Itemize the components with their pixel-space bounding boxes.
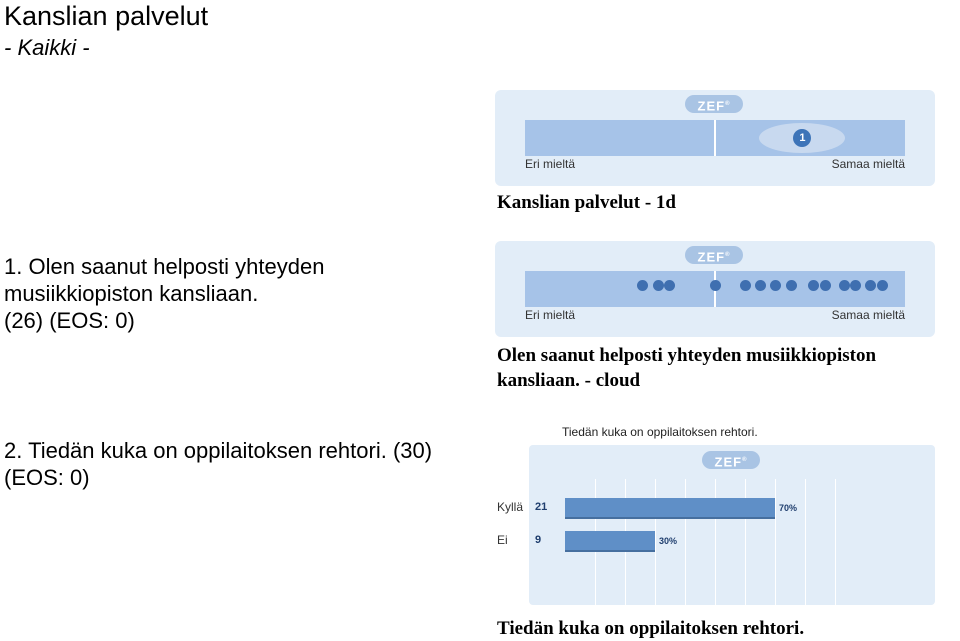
page-subtitle: - Kaikki - bbox=[4, 35, 90, 60]
cloud-dot bbox=[820, 280, 831, 291]
bar-value-label: 30% bbox=[659, 536, 678, 546]
zef-marker-badge: 1 bbox=[793, 129, 811, 147]
chart-panel bbox=[529, 445, 935, 605]
zef-logo-text: ZEF bbox=[714, 454, 743, 470]
bar-value-label: 70% bbox=[779, 503, 798, 513]
page-title: Kanslian palvelut bbox=[4, 1, 209, 31]
question-2-number: 2. bbox=[4, 438, 23, 463]
cloud-dot bbox=[664, 280, 675, 291]
zef-panel-1d bbox=[495, 90, 935, 186]
bar bbox=[565, 531, 655, 552]
question-2 bbox=[4, 437, 474, 491]
count-label: 9 bbox=[535, 534, 542, 546]
bar-chart bbox=[495, 425, 935, 605]
zef-logo: ZEF® bbox=[702, 451, 760, 469]
scale-right-label: Samaa mieltä bbox=[831, 308, 905, 322]
zef-panel-cloud bbox=[495, 241, 935, 337]
zef-logo-text: ZEF bbox=[697, 249, 726, 265]
cloud-dot bbox=[877, 280, 888, 291]
cloud-dot bbox=[653, 280, 664, 291]
zef-scale-midline bbox=[714, 120, 716, 156]
chart-title: Tiedän kuka on oppilaitoksen rehtori. bbox=[562, 425, 758, 439]
cloud-dot bbox=[839, 280, 850, 291]
chart-caption: Tiedän kuka on oppilaitoksen rehtori. bbox=[497, 618, 805, 639]
panel-2-caption: Olen saanut helposti yhteyden musiikkiopiston kansliaan. - cloud bbox=[497, 345, 877, 391]
question-2-text: Tiedän kuka on oppilaitoksen rehtori. bbox=[28, 438, 387, 463]
bar bbox=[565, 498, 775, 519]
zef-scale-bar bbox=[525, 120, 905, 156]
question-1 bbox=[4, 253, 474, 334]
scale-left-label: Eri mieltä bbox=[525, 308, 576, 322]
question-1-text: Olen saanut helposti yhteyden musiikkiopiston kansliaan. bbox=[4, 254, 325, 306]
cloud-dot bbox=[786, 280, 797, 291]
zef-logo: ZEF® bbox=[685, 246, 743, 264]
grid-line bbox=[775, 479, 776, 605]
question-2-stats: (30) (EOS: 0) bbox=[4, 438, 433, 490]
scale-right-label: Samaa mieltä bbox=[831, 157, 905, 171]
panel-1-caption: Kanslian palvelut - 1d bbox=[497, 192, 676, 213]
cloud-dot bbox=[710, 280, 721, 291]
zef-logo-text: ZEF bbox=[697, 98, 726, 114]
category-label: Ei bbox=[497, 533, 508, 547]
zef-logo: ZEF® bbox=[685, 95, 743, 113]
grid-line bbox=[805, 479, 806, 605]
count-label: 21 bbox=[535, 501, 548, 513]
scale-left-label: Eri mieltä bbox=[525, 157, 576, 171]
question-1-number: 1. bbox=[4, 254, 23, 279]
category-label: Kyllä bbox=[497, 500, 524, 514]
cloud-dot bbox=[740, 280, 751, 291]
grid-line bbox=[835, 479, 836, 605]
question-1-stats: (26) (EOS: 0) bbox=[4, 308, 135, 333]
